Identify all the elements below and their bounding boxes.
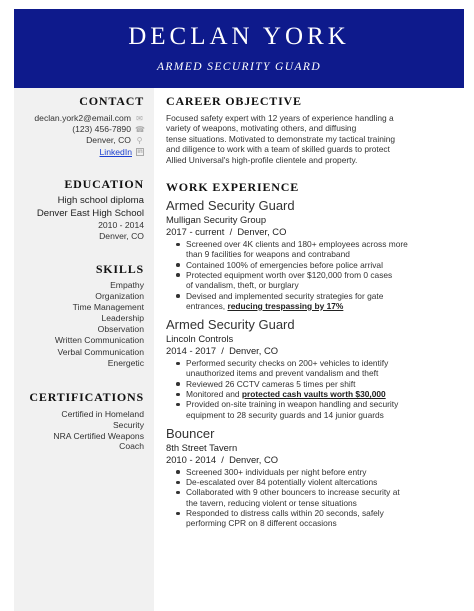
job-dates-location: 2017 - current / Denver, CO (166, 226, 287, 238)
bullet-item (166, 508, 464, 529)
bullet-item (166, 477, 464, 487)
candidate-name: DECLAN YORK (128, 23, 350, 50)
bullet-line: Responded to distress calls within 20 seconds, safely (186, 508, 384, 519)
certification-line: NRA Certified Weapons (53, 430, 144, 441)
objective-line: tense situations. Motivated to demonstrate my tactical training (166, 133, 396, 144)
contact-email[interactable]: declan.york2@email.com (34, 113, 131, 123)
objective-title: CAREER OBJECTIVE (166, 94, 302, 108)
linkedin-link[interactable]: LinkedIn (99, 146, 132, 157)
bullet-item (166, 239, 464, 260)
bullet-line: equipment to 28 security guards and 14 junior guards (186, 409, 384, 420)
skill-item: Written Communication (54, 335, 144, 346)
contact-section (14, 94, 144, 158)
job-dates-location: 2010 - 2014 / Denver, CO (166, 453, 279, 465)
bullet-line: Devised and implemented security strategies for gate (186, 290, 384, 301)
education-section (14, 177, 144, 243)
contact-phone-row (14, 124, 144, 135)
certifications-section (14, 390, 144, 452)
job-bullets (166, 358, 464, 420)
bullet-highlight: protected cash vaults worth $30,000 (241, 389, 386, 399)
certifications-title: CERTIFICATIONS (29, 390, 144, 404)
objective-line: Allied Universal's high-profile clientele and property. (166, 154, 358, 165)
job-title: Bouncer (166, 425, 215, 441)
objective-line: variety of weapons, motivating others, and diffusing (166, 123, 357, 134)
phone-icon: ☎ (135, 125, 145, 135)
candidate-role: ARMED SECURITY GUARD (156, 61, 322, 73)
job-bullets (166, 239, 464, 311)
objective-line: Focused safety expert with 12 years of experience handling a (166, 113, 394, 123)
skill-item: Observation (97, 324, 144, 335)
certification-line: Security (112, 419, 144, 430)
bullet-highlight: reducing trespassing by 17% (227, 300, 344, 311)
contact-location: Denver, CO (86, 135, 131, 146)
bullet-item (166, 260, 464, 270)
contact-phone: (123) 456-7890 (72, 124, 131, 135)
certification-line: Coach (119, 441, 144, 452)
objective-section (166, 94, 464, 165)
job-entry (166, 198, 464, 311)
education-years: 2010 - 2014 (98, 220, 144, 231)
contact-location-row (14, 135, 144, 146)
bullet-line: unauthorized items and prevent vandalism and theft (186, 368, 379, 379)
bullet-line: Protected equipment worth over $120,000 from 0 cases (186, 269, 393, 280)
bullet-line: De-escalated over 84 potentially violent altercations (186, 477, 378, 488)
bullet-line: Provided on-site training in weapon handling and security (186, 399, 399, 410)
skill-item: Time Management (72, 302, 144, 313)
job-title: Armed Security Guard (166, 317, 295, 333)
linkedin-icon: in (137, 149, 143, 156)
bullet-item (166, 389, 464, 399)
bullet-line (186, 301, 464, 311)
bullet-item (166, 379, 464, 389)
skill-item: Organization (95, 291, 144, 302)
job-dates-location: 2014 - 2017 / Denver, CO (166, 345, 279, 357)
job-company: Mulligan Security Group (166, 214, 267, 226)
bullet-item (166, 399, 464, 420)
resume-header (14, 9, 464, 88)
bullet-item (166, 270, 464, 291)
job-entry (166, 426, 464, 529)
bullet-text: entrances, (186, 300, 228, 311)
bullet-item (166, 291, 464, 312)
certification-line: Certified in Homeland (61, 409, 144, 419)
job-company: 8th Street Tavern (166, 441, 238, 453)
bullet-line: Screened over 4K clients and 180+ employees across more (186, 239, 408, 250)
bullet-line: Collaborated with 9 other bouncers to increase security at (186, 487, 400, 498)
skill-item: Empathy (110, 280, 144, 290)
job-entry (166, 317, 464, 420)
bullet-item (166, 358, 464, 379)
experience-title: WORK EXPERIENCE (166, 180, 300, 195)
skills-section (14, 262, 144, 369)
education-location: Denver, CO (99, 231, 144, 242)
bullet-line: performing CPR on 8 different occasions (186, 518, 337, 529)
job-company: Lincoln Controls (166, 333, 234, 345)
contact-email-row (14, 113, 144, 124)
skill-item: Verbal Communication (57, 346, 144, 357)
education-school: Denver East High School (36, 207, 144, 219)
objective-line: and diligence to work with a team of skilled guards to protect (166, 144, 390, 155)
bullet-line (186, 389, 464, 399)
jobs-list (166, 198, 464, 529)
bullet-line: than 9 facilities for weapons and contraband (186, 249, 350, 260)
bullet-line: Reviewed 26 CCTV cameras 5 times per shift (186, 378, 356, 389)
contact-title: CONTACT (79, 94, 144, 108)
envelope-icon: ✉ (136, 114, 143, 123)
contact-linkedin-row (14, 147, 144, 158)
bullet-line: the tavern, reducing violent or tense situations (186, 497, 357, 508)
education-title: EDUCATION (64, 177, 144, 191)
bullet-line: of vandalism, theft, or burglary (186, 280, 299, 291)
job-bullets (166, 467, 464, 529)
bullet-line: Contained 100% of emergencies before police arrival (186, 259, 383, 270)
objective-text (166, 113, 464, 165)
bullet-item (166, 467, 464, 477)
bullet-line: Performed security checks on 200+ vehicles to identify (186, 358, 389, 369)
bullet-text: Monitored and (186, 389, 242, 399)
skills-title: SKILLS (95, 262, 144, 276)
skill-item: Leadership (101, 313, 144, 324)
bullet-line: Screened 300+ individuals per night before entry (186, 466, 367, 477)
experience-section (166, 180, 464, 529)
bullet-item (166, 487, 464, 508)
skill-item: Energetic (107, 357, 144, 368)
map-pin-icon: ⚲ (136, 136, 143, 146)
main-content (166, 88, 464, 529)
education-degree: High school diploma (57, 195, 144, 206)
job-title: Armed Security Guard (166, 198, 295, 214)
